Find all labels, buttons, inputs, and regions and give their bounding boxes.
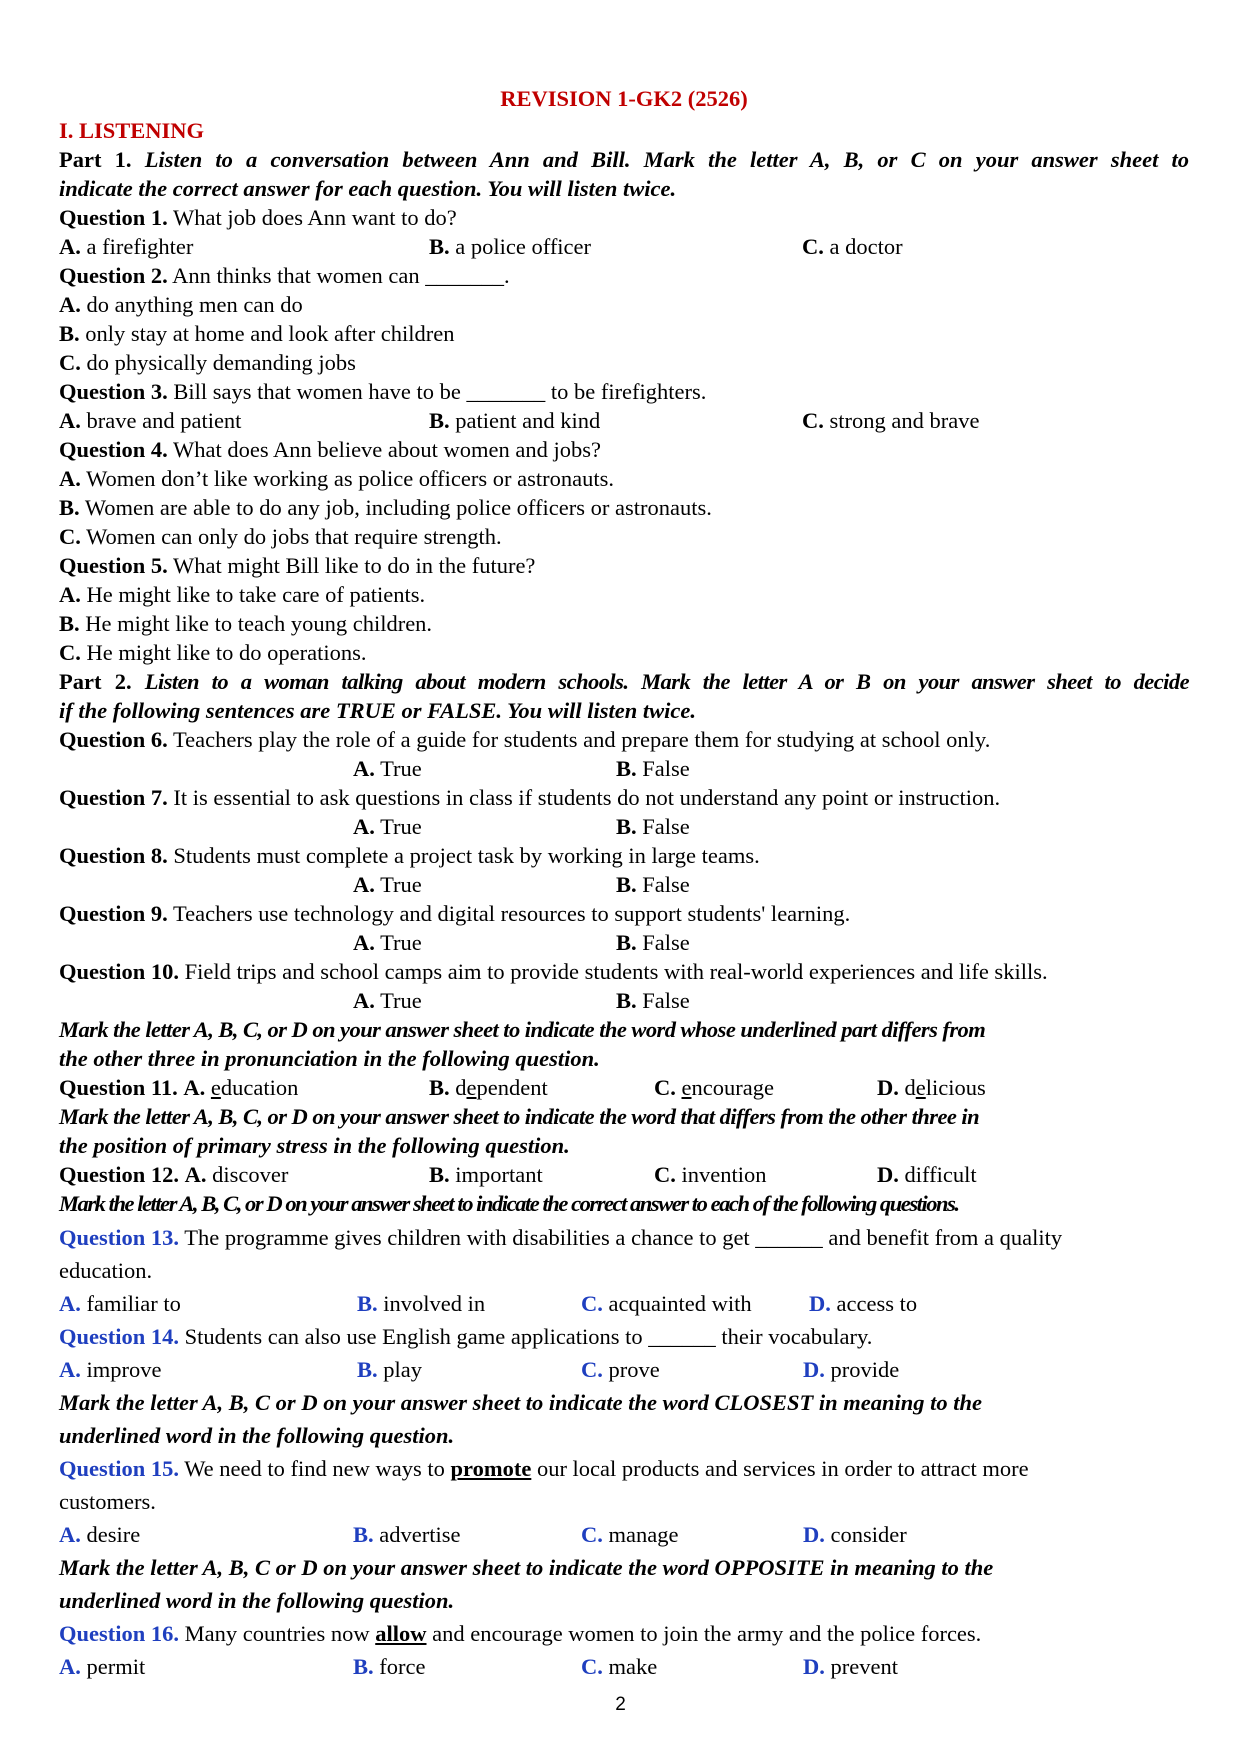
option-letter: B. (59, 495, 80, 520)
part1-instruction-line1 (59, 145, 1189, 174)
question-4-option-c[interactable] (59, 522, 1189, 551)
option-letter: A. (59, 1654, 81, 1679)
question-text: Ann thinks that women can _______. (172, 263, 510, 288)
option-a[interactable]: permit (86, 1654, 146, 1679)
question-5-option-c[interactable] (59, 638, 1189, 667)
question-text: our local products and services in order to attract more (536, 1456, 1029, 1481)
option-a[interactable]: brave and patient (86, 408, 242, 433)
option-letter: C. (59, 524, 81, 549)
option-a[interactable]: desire (86, 1522, 141, 1547)
pronunciation-instruction-line1: Mark the letter A, B, C, or D on your answer sheet to indicate the word whose underlined part differs from (59, 1017, 986, 1042)
option-text: False (642, 756, 690, 781)
option-letter: C. (581, 1522, 603, 1547)
option-false[interactable] (616, 928, 690, 957)
option-letter: B. (616, 872, 637, 897)
page-title: REVISION 1-GK2 (2526) (500, 86, 748, 111)
option-text: True (380, 988, 422, 1013)
option-letter: D. (803, 1522, 825, 1547)
question-9 (59, 899, 1189, 928)
option-text: False (642, 988, 690, 1013)
option-a[interactable]: education (210, 1075, 299, 1100)
question-6-options (59, 754, 1189, 783)
option-false[interactable] (616, 754, 690, 783)
question-label: Question 4. (59, 437, 168, 462)
closest-instruction-line1: Mark the letter A, B, C or D on your answer sheet to indicate the word CLOSEST in meaning to the (59, 1390, 983, 1415)
option-letter: B. (59, 611, 80, 636)
option-letter: A. (59, 582, 81, 607)
question-text: It is essential to ask questions in class if students do not understand any point or instruction. (173, 785, 1001, 810)
option-text: True (380, 872, 422, 897)
question-label: Question 8. (59, 843, 168, 868)
option-letter: A. (59, 1357, 81, 1382)
option-letter: B. (353, 1654, 374, 1679)
option-d[interactable]: delicious (904, 1075, 986, 1100)
question-label: Question 1. (59, 205, 168, 230)
option-letter: C. (581, 1654, 603, 1679)
question-2 (59, 261, 1189, 290)
question-13-continued: education. (59, 1258, 153, 1283)
option-letter: C. (59, 640, 81, 665)
option-letter: B. (429, 1075, 450, 1100)
option-c[interactable]: acquainted with (608, 1291, 752, 1316)
option-letter: A. (353, 988, 375, 1013)
option-letter: A. (59, 408, 81, 433)
option-text: False (642, 814, 690, 839)
option-b[interactable]: involved in (383, 1291, 486, 1316)
question-16 (59, 1617, 1189, 1650)
question-4-option-b[interactable] (59, 493, 1189, 522)
option-text: do physically demanding jobs (86, 350, 356, 375)
option-letter: B. (357, 1357, 378, 1382)
option-text: only stay at home and look after children (85, 321, 455, 346)
option-c[interactable]: make (608, 1654, 658, 1679)
question-16-options (59, 1650, 1189, 1683)
option-d[interactable]: prevent (830, 1654, 898, 1679)
option-letter: A. (59, 292, 81, 317)
underlined-word: allow (375, 1621, 427, 1646)
question-label: Question 12. (59, 1162, 180, 1187)
question-text: Bill says that women have to be _______ to be firefighters. (173, 379, 707, 404)
option-b[interactable]: dependent (455, 1075, 548, 1100)
option-text: True (380, 756, 422, 781)
question-text: What does Ann believe about women and jobs? (172, 437, 602, 462)
option-d[interactable]: provide (830, 1357, 900, 1382)
option-b[interactable]: play (383, 1357, 423, 1382)
option-letter: C. (59, 350, 81, 375)
option-d[interactable]: consider (830, 1522, 907, 1547)
option-letter: B. (357, 1291, 378, 1316)
question-15-continued: customers. (59, 1489, 156, 1514)
question-7 (59, 783, 1189, 812)
option-text: Women can only do jobs that require strength. (86, 524, 502, 549)
option-b[interactable]: force (379, 1654, 426, 1679)
option-text: True (380, 930, 422, 955)
question-2-option-c[interactable] (59, 348, 1189, 377)
question-4-option-a[interactable] (59, 464, 1189, 493)
option-text: True (380, 814, 422, 839)
question-4 (59, 435, 1189, 464)
section-listening-heading: I. LISTENING (59, 118, 205, 143)
underlined-word: promote (450, 1456, 532, 1481)
option-letter: B. (429, 408, 450, 433)
option-letter: D. (809, 1291, 831, 1316)
question-7-options (59, 812, 1189, 841)
question-1-options (59, 232, 1189, 261)
option-b[interactable]: important (455, 1162, 543, 1187)
question-11 (59, 1073, 1189, 1102)
part1-instruction-line2: indicate the correct answer for each question. You will listen twice. (59, 176, 677, 201)
question-label: Question 7. (59, 785, 168, 810)
question-text: Students can also use English game applications to ______ their vocabulary. (184, 1324, 873, 1349)
option-letter: D. (877, 1075, 899, 1100)
page-number: 2 (615, 1694, 626, 1715)
option-letter: D. (803, 1357, 825, 1382)
closest-instruction-line2: underlined word in the following question. (59, 1423, 455, 1448)
opposite-instruction-line2: underlined word in the following question. (59, 1588, 455, 1613)
question-5 (59, 551, 1189, 580)
option-true[interactable] (353, 754, 422, 783)
option-letter: B. (616, 756, 637, 781)
option-d[interactable]: access to (836, 1291, 918, 1316)
question-3 (59, 377, 1189, 406)
option-letter: A. (353, 872, 375, 897)
part1-label: Part 1. (59, 147, 132, 172)
option-c[interactable]: a doctor (829, 234, 903, 259)
question-9-options (59, 928, 1189, 957)
option-c[interactable]: encourage (681, 1075, 774, 1100)
option-letter: D. (803, 1654, 825, 1679)
part2-instruction-line1 (59, 667, 1189, 696)
option-b[interactable]: advertise (379, 1522, 461, 1547)
pronunciation-instruction-line2: the other three in pronunciation in the following question. (59, 1046, 600, 1071)
option-letter: C. (581, 1357, 603, 1382)
option-b[interactable]: a police officer (455, 234, 592, 259)
option-text: He might like to take care of patients. (86, 582, 426, 607)
option-false[interactable] (616, 986, 690, 1015)
option-true[interactable] (353, 928, 422, 957)
option-letter: C. (802, 234, 824, 259)
option-a[interactable]: discover (212, 1162, 289, 1187)
option-a[interactable]: a firefighter (86, 234, 194, 259)
option-c[interactable]: prove (608, 1357, 660, 1382)
option-letter: C. (581, 1291, 603, 1316)
option-b[interactable]: patient and kind (455, 408, 601, 433)
option-letter: A. (59, 1522, 81, 1547)
option-letter: A. (183, 1075, 206, 1100)
question-14 (59, 1320, 1189, 1353)
question-10-options (59, 986, 1189, 1015)
option-letter: C. (654, 1162, 676, 1187)
option-true[interactable] (353, 870, 422, 899)
option-letter: D. (877, 1162, 899, 1187)
option-d[interactable]: difficult (904, 1162, 977, 1187)
question-6 (59, 725, 1189, 754)
option-text: Women are able to do any job, including police officers or astronauts. (84, 495, 712, 520)
option-letter: A. (59, 1291, 81, 1316)
question-3-options (59, 406, 1189, 435)
worksheet-page (59, 82, 1189, 1683)
option-letter: B. (616, 988, 637, 1013)
question-label: Question 15. (59, 1456, 180, 1481)
part2-instruction-line2: if the following sentences are TRUE or FALSE. You will listen twice. (59, 698, 696, 723)
question-14-options (59, 1353, 1189, 1386)
question-13-options (59, 1287, 1189, 1320)
question-label: Question 3. (59, 379, 168, 404)
question-1 (59, 203, 1189, 232)
question-label: Question 16. (59, 1621, 180, 1646)
option-a[interactable]: improve (86, 1357, 162, 1382)
option-letter: A. (353, 756, 375, 781)
question-text: Field trips and school camps aim to provide students with real-world experiences and life skills. (184, 959, 1048, 984)
option-letter: B. (429, 1162, 450, 1187)
question-text: Many countries now (184, 1621, 370, 1646)
question-text: What might Bill like to do in the future? (172, 553, 536, 578)
option-letter: A. (59, 466, 81, 491)
option-true[interactable] (353, 986, 422, 1015)
option-text: False (642, 930, 690, 955)
question-text: Teachers play the role of a guide for students and prepare them for studying at school only. (172, 727, 991, 752)
question-text: The programme gives children with disabilities a chance to get ______ and benefit from a quality (184, 1225, 1063, 1250)
question-label: Question 6. (59, 727, 168, 752)
question-8-options (59, 870, 1189, 899)
question-label: Question 13. (59, 1225, 180, 1250)
question-13 (59, 1221, 1189, 1254)
question-2-option-a[interactable] (59, 290, 1189, 319)
question-5-option-a[interactable] (59, 580, 1189, 609)
question-label: Question 14. (59, 1324, 180, 1349)
part2-instruction: Listen to a woman talking about modern schools. Mark the letter A or B on your answer sheet to decide (144, 669, 1190, 694)
option-false[interactable] (616, 870, 690, 899)
question-8 (59, 841, 1189, 870)
question-label: Question 9. (59, 901, 168, 926)
option-c[interactable]: invention (681, 1162, 767, 1187)
option-letter: A. (184, 1162, 207, 1187)
option-letter: A. (59, 234, 81, 259)
opposite-instruction-line1: Mark the letter A, B, C or D on your answer sheet to indicate the word OPPOSITE in meaning to the (59, 1555, 994, 1580)
question-label: Question 2. (59, 263, 168, 288)
question-text: What job does Ann want to do? (172, 205, 457, 230)
option-letter: B. (429, 234, 450, 259)
option-c[interactable]: strong and brave (829, 408, 980, 433)
option-letter: B. (353, 1522, 374, 1547)
option-text: He might like to do operations. (86, 640, 367, 665)
part1-instruction: Listen to a conversation between Ann and Bill. Mark the letter A, B, or C on your answer sheet to (144, 147, 1189, 172)
question-text: We need to find new ways to (184, 1456, 445, 1481)
question-15-options (59, 1518, 1189, 1551)
option-letter: A. (353, 814, 375, 839)
option-true[interactable] (353, 812, 422, 841)
option-letter: B. (59, 321, 80, 346)
option-a[interactable]: familiar to (86, 1291, 181, 1316)
question-label: Question 10. (59, 959, 180, 984)
stress-instruction-line2: the position of primary stress in the following question. (59, 1133, 570, 1158)
option-text: Women don’t like working as police officers or astronauts. (86, 466, 614, 491)
question-text: Teachers use technology and digital resources to support students' learning. (172, 901, 851, 926)
option-letter: B. (616, 930, 637, 955)
correct-answer-instruction: Mark the letter A, B, C, or D on your answer sheet to indicate the correct answer to each of the following questions. (59, 1191, 959, 1216)
option-text: He might like to teach young children. (85, 611, 433, 636)
option-letter: B. (616, 814, 637, 839)
question-2-option-b[interactable] (59, 319, 1189, 348)
question-text: Students must complete a project task by working in large teams. (173, 843, 760, 868)
option-letter: C. (654, 1075, 676, 1100)
question-label: Question 11. (59, 1075, 178, 1100)
option-c[interactable]: manage (608, 1522, 679, 1547)
option-text: False (642, 872, 690, 897)
question-12 (59, 1160, 1189, 1189)
option-letter: A. (353, 930, 375, 955)
part2-label: Part 2. (59, 669, 132, 694)
option-text: do anything men can do (86, 292, 303, 317)
question-15 (59, 1452, 1189, 1485)
option-false[interactable] (616, 812, 690, 841)
question-text: and encourage women to join the army and the police forces. (432, 1621, 982, 1646)
stress-instruction-line1: Mark the letter A, B, C, or D on your answer sheet to indicate the word that differs from the other three in (59, 1104, 980, 1129)
option-letter: C. (802, 408, 824, 433)
question-10 (59, 957, 1189, 986)
question-label: Question 5. (59, 553, 168, 578)
question-5-option-b[interactable] (59, 609, 1189, 638)
